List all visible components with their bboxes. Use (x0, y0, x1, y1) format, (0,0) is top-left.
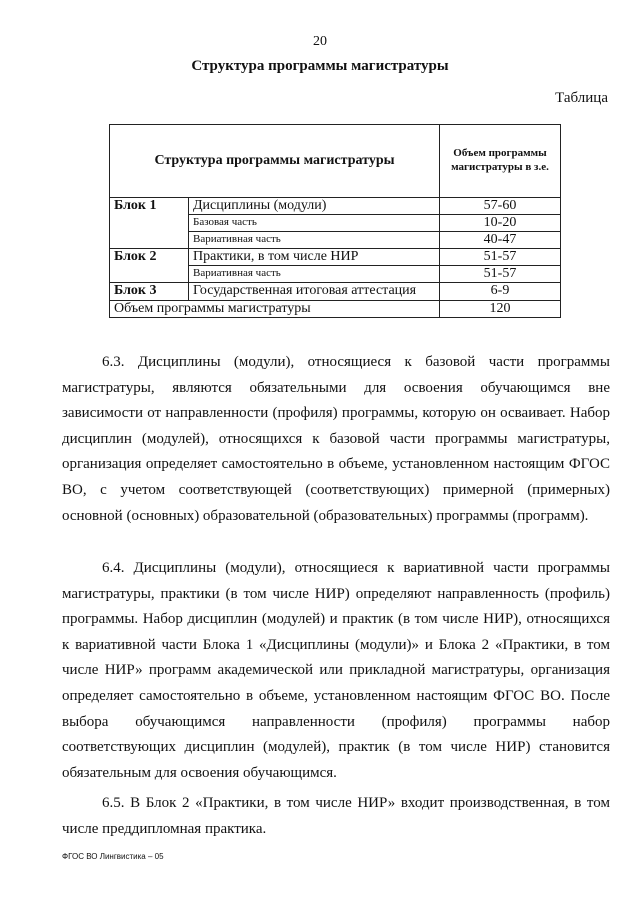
row-value: 10-20 (440, 215, 561, 232)
block-2-name: Блок 2 (110, 249, 189, 283)
row-label: Вариативная часть (189, 232, 440, 249)
row-label: Государственная итоговая аттестация (189, 283, 440, 301)
row-value: 6-9 (440, 283, 561, 301)
block-1-name: Блок 1 (110, 198, 189, 249)
total-value: 120 (440, 301, 561, 318)
table-row (110, 283, 561, 301)
page-title: Структура программы магистратуры (191, 58, 449, 74)
row-label: Вариативная часть (189, 266, 440, 283)
paragraph-text: 6.3. Дисциплины (модули), относящиеся к базовой части программы магистратуры, являются обязательными для освоения обучающимся вне зависимости от направленности (профиля) программы, которую он осваивает. Набор дисциплин (модулей), относящихся к базовой части программы магистратуры, организация определяет самостоятельно в объеме, установленном настоящим ФГОС ВО, с учетом соответствующей (соответствующих) примерной (примерных) основной (основных) образовательной (образовательных) программы (программ). (62, 354, 610, 524)
row-value: 51-57 (440, 266, 561, 283)
header-structure: Структура программы магистратуры (110, 125, 440, 198)
block-3-name: Блок 3 (110, 283, 189, 301)
page-number: 20 (313, 34, 327, 49)
row-label: Практики, в том числе НИР (189, 249, 440, 266)
header-volume: Объем программы магистратуры в з.е. (440, 125, 561, 198)
program-structure-table (109, 124, 561, 318)
paragraph-6-5 (62, 791, 610, 842)
paragraph-6-4 (62, 556, 610, 786)
total-label: Объем программы магистратуры (110, 301, 440, 318)
table-row (110, 249, 561, 266)
table-row (110, 198, 561, 215)
row-label: Дисциплины (модули) (189, 198, 440, 215)
row-value: 51-57 (440, 249, 561, 266)
row-label: Базовая часть (189, 215, 440, 232)
table-label: Таблица (555, 90, 608, 106)
paragraph-6-3 (62, 350, 610, 529)
paragraph-text: 6.5. В Блок 2 «Практики, в том числе НИР» входит производственная, в том числе преддипломная практика. (62, 795, 610, 837)
paragraph-text: 6.4. Дисциплины (модули), относящиеся к вариативной части программы магистратуры, практики (в том числе НИР) определяют направленность (профиль) программы. Набор дисциплин (модулей) и практик (в том числе НИР), относящихся к вариативной части Блока 1 «Дисциплины (модули)» и Блока 2 «Практики, в том числе НИР» программ академической или прикладной магистратуры, организация определяет самостоятельно в объеме, установленном настоящим ФГОС ВО. После выбора обучающимся направленности (профиля) программы набор соответствующих дисциплин (модулей), практик (в том числе НИР) становится обязательным для освоения обучающимся. (62, 560, 610, 781)
row-value: 57-60 (440, 198, 561, 215)
table-total-row (110, 301, 561, 318)
table-header-row (110, 125, 561, 198)
page-footer: ФГОС ВО Лингвистика – 05 (62, 852, 164, 861)
row-value: 40-47 (440, 232, 561, 249)
